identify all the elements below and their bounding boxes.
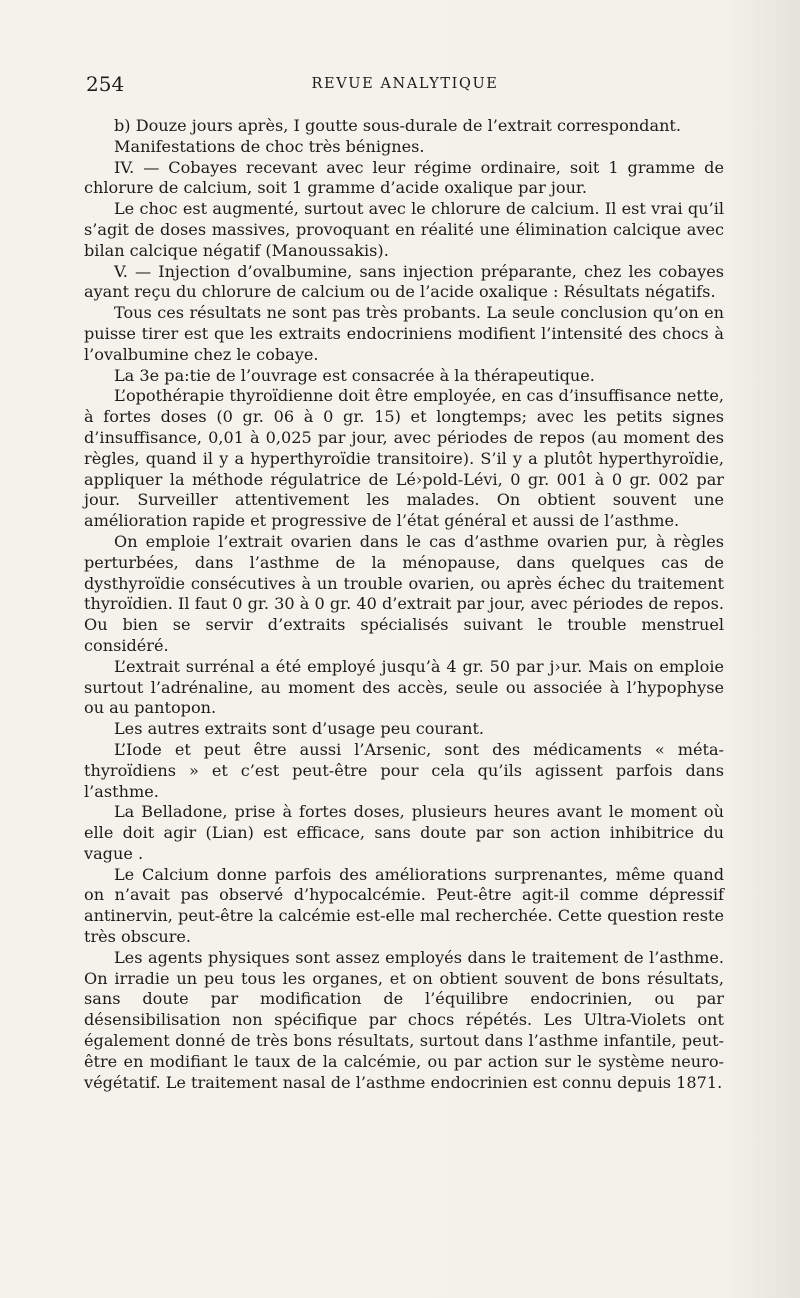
paragraph: L’opothérapie thyroïdienne doit être employée, en cas d’insuffisance nette, à fortes doses (0 gr. 06 à 0 gr. 15) et longtemps; avec les petits signes d’insuffisance, 0,01 à 0,025 par jour, avec périodes de repos (au moment des règles, quand il y a hyperthyroïdie transitoire). S’il y a plutôt hyperthyroïdie, appliquer la méthode régulatrice de Lé›pold-Lévi, 0 gr. 001 à 0 gr. 002 par jour. Surveiller attentivement les malades. On obtient souvent une amélioration rapide et progressive de l’état général et aussi de l’asthme. [84, 386, 724, 531]
paragraph: L’extrait surrénal a été employé jusqu’à 4 gr. 50 par j›ur. Mais on emploie surtout l’adrénaline, au moment des accès, seule ou associée à l’hypophyse ou au pantopon. [84, 656, 724, 718]
page-header [86, 72, 724, 96]
running-title: REVUE ANALYTIQUE [311, 76, 499, 92]
paragraph: La 3e pa:tie de l’ouvrage est consacrée à la thérapeutique. [114, 365, 595, 385]
paragraph: Les agents physiques sont assez employés dans le traitement de l’asthme. On irradie un peu tous les organes, et on obtient souvent de bons résultats, sans doute par modification de l’équilibre endocrinien, ou par désensibilisation non spécifique par chocs répétés. Les Ultra-Violets ont également donné de très bons résultats, surtout dans l’asthme infantile, peut-être en modifiant le taux de la calcémie, ou par action sur le système neuro-végétatif. Le traitement nasal de l’asthme endocrinien est connu depuis 1871. [84, 947, 724, 1092]
paragraph: Le Calcium donne parfois des améliorations surprenantes, même quand on n’avait pas observé d’hypocalcémie. Peut-être agit-il comme dépressif antinervin, peut-être la calcémie est-elle mal recherchée. Cette question reste très obscure. [84, 864, 724, 947]
paragraph: IV. — Cobayes recevant avec leur régime ordinaire, soit 1 gramme de chlorure de calcium, soit 1 gramme d’acide oxalique par jour. [84, 157, 724, 198]
paragraph: V. — Injection d’ovalbumine, sans injection préparante, chez les cobayes ayant reçu du chlorure de calcium ou de l’acide oxalique : Résultats négatifs. [84, 261, 724, 302]
paragraph: L’Iode et peut être aussi l’Arsenic, sont des médicaments « méta-thyroïdiens » et c’est peut-être pour cela qu’ils agissent parfois dans l’asthme. [84, 739, 724, 801]
paragraph: Les autres extraits sont d’usage peu courant. [114, 719, 485, 739]
paragraph: On emploie l’extrait ovarien dans le cas d’asthme ovarien pur, à règles perturbées, dans l’asthme de la ménopause, dans quelques cas de dysthyroïdie consécutives à un trouble ovarien, ou après échec du traitement thyroïdien. Il faut 0 gr. 30 à 0 gr. 40 d’extrait par jour, avec périodes de repos. Ou bien se servir d’extraits spécialisés suivant le trouble menstruel considéré. [84, 531, 724, 655]
paragraph: Tous ces résultats ne sont pas très probants. La seule conclusion qu’on en puisse tirer est que les extraits endocriniens modifient l’intensité des chocs à l’ovalbumine chez le cobaye. [84, 303, 724, 364]
paragraph: Le choc est augmenté, surtout avec le chlorure de calcium. Il est vrai qu’il s’agit de doses massives, provoquant en réalité une élimination calcique avec bilan calcique négatif (Manoussakis). [84, 199, 724, 260]
article-body [84, 116, 724, 1093]
page-number: 254 [86, 72, 125, 96]
paragraph: Manifestations de choc très bénignes. [114, 136, 425, 156]
paragraph: La Belladone, prise à fortes doses, plusieurs heures avant le moment où elle doit agir (Lian) est efficace, sans doute par son action inhibitrice du vague . [84, 802, 724, 863]
paragraph: b) Douze jours après, I goutte sous-durale de l’extrait correspondant. [114, 116, 682, 135]
